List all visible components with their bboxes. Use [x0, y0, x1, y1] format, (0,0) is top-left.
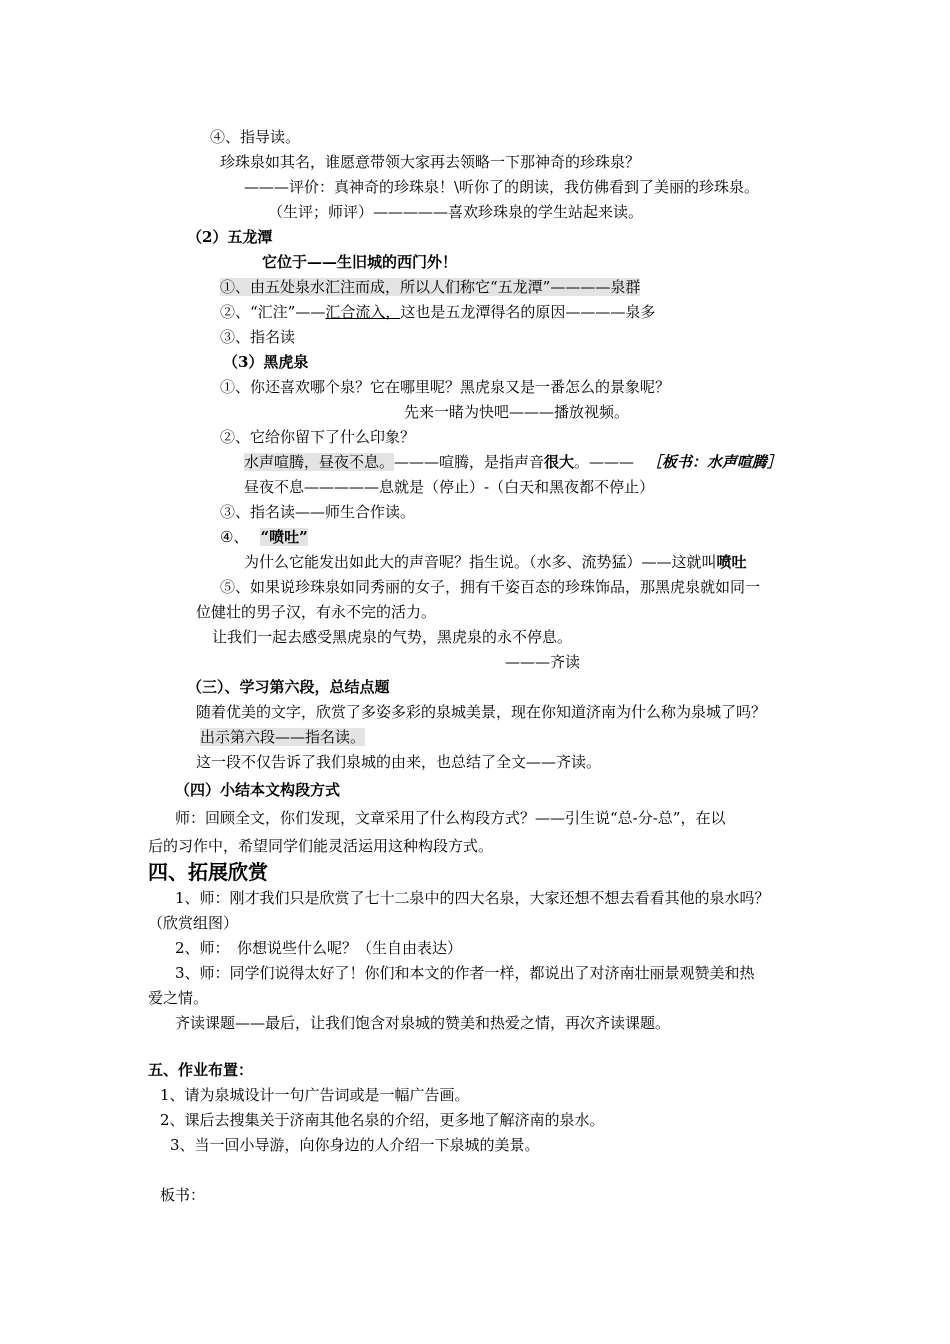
wulongtan-heading: （2）五龙潭 — [187, 228, 273, 246]
heihuquan-item5-line2: 位健壮的男子汉，有永不完的活力。 — [196, 603, 437, 621]
part4-closing: 齐读课题——最后，让我们饱含对泉城的赞美和热爱之情，再次齐读课题。 — [175, 1014, 671, 1032]
lead-question: 珍珠泉如其名，谁愿意带领大家再去领略一下那神奇的珍珠泉？ — [220, 153, 641, 171]
heihuquan-item2-end: 。——— — [574, 453, 635, 471]
heihuquan-item4-question-text: 为什么它能发出如此大的声音呢？指生说。（水多、流势猛）——这就叫 — [244, 553, 717, 571]
heihuquan-item2-quote: 水声喧腾，昼夜不息。 — [244, 453, 395, 471]
section4-line2: 后的习作中，希望同学们能灵活运用这种构段方式。 — [148, 837, 494, 855]
comment: （生评；师评）—————喜欢珍珠泉的学生站起来读。 — [268, 203, 644, 221]
part4-heading: 四、拓展欣赏 — [148, 860, 268, 884]
heihuquan-item2: ②、它给你留下了什么印象？ — [220, 428, 416, 446]
wulongtan-location: 它位于——生旧城的西门外！ — [262, 253, 458, 271]
wulongtan-item2-underlined: 汇合流入， — [325, 303, 401, 321]
part4-item1-line2: （欣赏组图） — [148, 914, 239, 932]
part5-item1: 1、请为泉城设计一句广告词或是一幅广告画。 — [160, 1086, 470, 1104]
guide-read: ④、指导读。 — [210, 128, 301, 146]
heihuquan-item5-line1: ⑤、如果说珍珠泉如同秀丽的女子，拥有千姿百态的珍珠饰品，那黑虎泉就如同一 — [220, 578, 761, 596]
wulongtan-item2-pre: ②、“汇注”—— — [220, 303, 326, 321]
heihuquan-feel: 让我们一起去感受黑虎泉的气势，黑虎泉的永不停息。 — [212, 628, 573, 646]
part4-item1-line1: 1、师：刚才我们只是欣赏了七十二泉中的四大名泉，大家还想不想去看看其他的泉水吗？ — [175, 889, 770, 907]
heihuquan-item4-num: ④、 — [220, 528, 249, 546]
heihuquan-item2-mid: ———喧腾，是指声音 — [394, 453, 545, 471]
wulongtan-item1-text: ①、由五处泉水汇注而成，所以人们称它“五龙潭”————泉群 — [220, 278, 641, 296]
evaluation: ———评价：真神奇的珍珠泉！\听你了的朗读，我仿佛看到了美丽的珍珠泉。 — [244, 178, 760, 196]
heihuquan-read-together: ———齐读 — [505, 653, 581, 671]
heihuquan-item2-line — [244, 452, 782, 472]
wulongtan-item2-post: 这也是五龙潭得名的原因————泉多 — [400, 303, 656, 321]
heihuquan-item2-bold: 很大 — [544, 453, 575, 471]
heihuquan-item4-bold: 喷吐 — [716, 553, 747, 571]
heihuquan-item3: ③、指名读——师生合作读。 — [220, 503, 416, 521]
section4-line1: 师：回顾全文，你们发现，文章采用了什么构段方式？——引生说“总-分-总”，在以 — [175, 809, 726, 827]
part4-item3-line2: 爱之情。 — [148, 989, 209, 1007]
section3-line3: 这一段不仅告诉了我们泉城的由来，也总结了全文——齐读。 — [196, 753, 602, 771]
heihuquan-item1-sub: 先来一睹为快吧———播放视频。 — [404, 403, 630, 421]
board-label: 板书： — [160, 1186, 206, 1204]
heihuquan-item2-explain: 昼夜不息—————息就是（停止）-（白天和黑夜都不停止） — [244, 478, 655, 496]
section3-heading: （三）、学习第六段，总结点题 — [187, 678, 390, 696]
wulongtan-item3: ③、指名读 — [220, 328, 296, 346]
heihuquan-board-note: ［板书：水声喧腾］ — [646, 453, 782, 471]
heihuquan-item1: ①、你还喜欢哪个泉？它在哪里呢？黑虎泉又是一番怎么的景象呢？ — [220, 378, 671, 396]
heihuquan-heading: （3）黑虎泉 — [223, 353, 309, 371]
wulongtan-item1 — [220, 277, 640, 297]
heihuquan-item4 — [220, 527, 308, 547]
section3-line2 — [200, 727, 365, 747]
heihuquan-item4-word: “喷吐” — [260, 528, 308, 546]
part5-item2: 2、课后去搜集关于济南其他名泉的介绍，更多地了解济南的泉水。 — [160, 1111, 605, 1129]
section3-line2-text: 出示第六段——指名读。 — [200, 728, 366, 746]
part5-heading: 五、作业布置： — [148, 1061, 254, 1079]
part4-item2: 2、师： 你想说些什么呢？（生自由表达） — [175, 939, 463, 957]
part4-item3-line1: 3、师：同学们说得太好了！你们和本文的作者一样，都说出了对济南壮丽景观赞美和热 — [175, 964, 755, 982]
section4-heading: （四）小结本文构段方式 — [175, 781, 341, 799]
wulongtan-item2 — [220, 302, 655, 322]
part5-item3: 3、当一回小导游，向你身边的人介绍一下泉城的美景。 — [170, 1136, 540, 1154]
section3-line1: 随着优美的文字，欣赏了多姿多彩的泉城美景，现在你知道济南为什么称为泉城了吗？ — [196, 703, 767, 721]
heihuquan-item4-question — [244, 552, 747, 572]
